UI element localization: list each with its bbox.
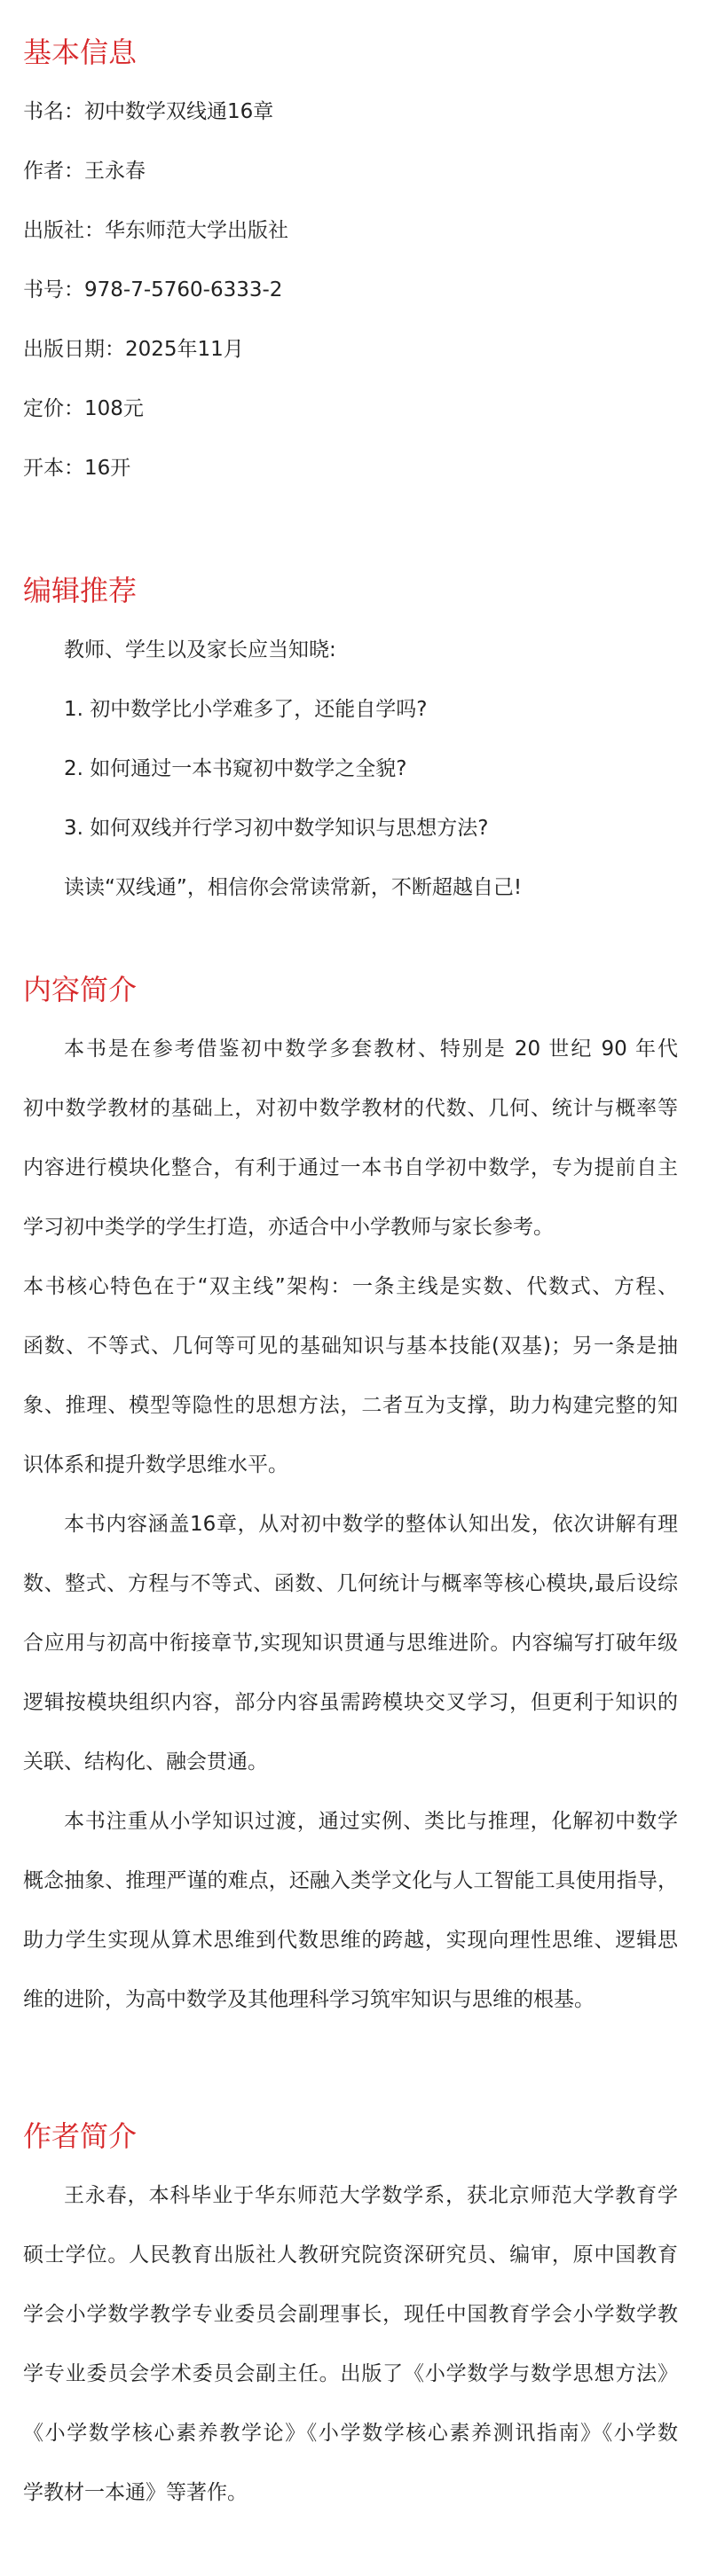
intro-line: 概念抽象、推理严谨的难点，还融入类学文化与人工智能工具使用指导， [23, 1869, 678, 1892]
author-line: 学会小学数学教学专业委员会副理事长，现任中国教育学会小学数学教 [23, 2303, 678, 2326]
book-publisher: 出版社：华东师范大学出版社 [23, 219, 288, 242]
intro-line: 本书内容涵盖16章，从对初中数学的整体认知出发，依次讲解有理 [64, 1513, 678, 1536]
author-intro-title: 作者简介 [23, 2119, 138, 2153]
basic-info-title: 基本信息 [23, 35, 138, 69]
recommend-line: 1. 初中数学比小学难多了，还能自学吗? [64, 698, 428, 721]
intro-line: 助力学生实现从算术思维到代数思维的跨越，实现向理性思维、逻辑思 [23, 1929, 678, 1952]
book-isbn: 书号：978-7-5760-6333-2 [23, 278, 283, 301]
intro-line: 学习初中类学的学生打造，亦适合中小学教师与家长参考。 [23, 1216, 554, 1239]
intro-line: 初中数学教材的基础上，对初中数学教材的代数、几何、统计与概率等 [23, 1097, 678, 1120]
intro-line: 合应用与初高中衔接章节,实现知识贯通与思维进阶。内容编写打破年级 [23, 1632, 678, 1655]
book-price: 定价：108元 [23, 397, 144, 420]
intro-line: 逻辑按模块组织内容，部分内容虽需跨模块交叉学习，但更利于知识的 [23, 1691, 678, 1714]
book-name: 书名：初中数学双线通16章 [23, 100, 274, 123]
intro-line: 函数、不等式、几何等可见的基础知识与基本技能(双基)；另一条是抽 [23, 1335, 678, 1358]
intro-line: 本书核心特色在于“双主线”架构：一条主线是实数、代数式、方程、 [23, 1275, 678, 1298]
author-line: 学专业委员会学术委员会副主任。出版了《小学数学与数学思想方法》 [23, 2362, 678, 2385]
author-line: 学教材一本通》等著作。 [23, 2481, 248, 2504]
book-publish-date: 出版日期：2025年11月 [23, 338, 244, 361]
author-line: 硕士学位。人民教育出版社人教研究院资深研究员、编审，原中国教育 [23, 2243, 678, 2267]
recommend-line: 3. 如何双线并行学习初中数学知识与思想方法? [64, 817, 489, 840]
intro-line: 关联、结构化、融会贯通。 [23, 1750, 268, 1773]
book-author: 作者：王永春 [23, 160, 146, 183]
intro-line: 象、推理、模型等隐性的思想方法，二者互为支撑，助力构建完整的知 [23, 1394, 678, 1417]
recommend-line: 读读“双线通”，相信你会常读常新，不断超越自己! [64, 876, 523, 899]
intro-line: 本书是在参考借鉴初中数学多套教材、特别是 20 世纪 90 年代 [64, 1037, 678, 1061]
author-line: 王永春，本科毕业于华东师范大学数学系，获北京师范大学教育学 [64, 2184, 678, 2207]
content-intro-title: 内容简介 [23, 973, 138, 1006]
recommend-line: 2. 如何通过一本书窥初中数学之全貌? [64, 757, 407, 780]
book-format: 开本：16开 [23, 457, 131, 480]
intro-line: 识体系和提升数学思维水平。 [23, 1453, 288, 1476]
intro-line: 内容进行模块化整合，有利于通过一本书自学初中数学，专为提前自主 [23, 1156, 678, 1179]
author-line: 《小学数学核心素养教学论》《小学数学核心素养测讯指南》《小学数 [23, 2422, 678, 2445]
intro-line: 本书注重从小学知识过渡，通过实例、类比与推理，化解初中数学 [64, 1810, 678, 1833]
intro-line: 维的进阶，为高中数学及其他理科学习筑牢知识与思维的根基。 [23, 1988, 595, 2011]
editor-recommend-title: 编辑推荐 [23, 574, 138, 607]
intro-line: 数、整式、方程与不等式、函数、几何统计与概率等核心模块,最后设综 [23, 1572, 678, 1595]
recommend-line: 教师、学生以及家长应当知晓: [64, 638, 336, 662]
